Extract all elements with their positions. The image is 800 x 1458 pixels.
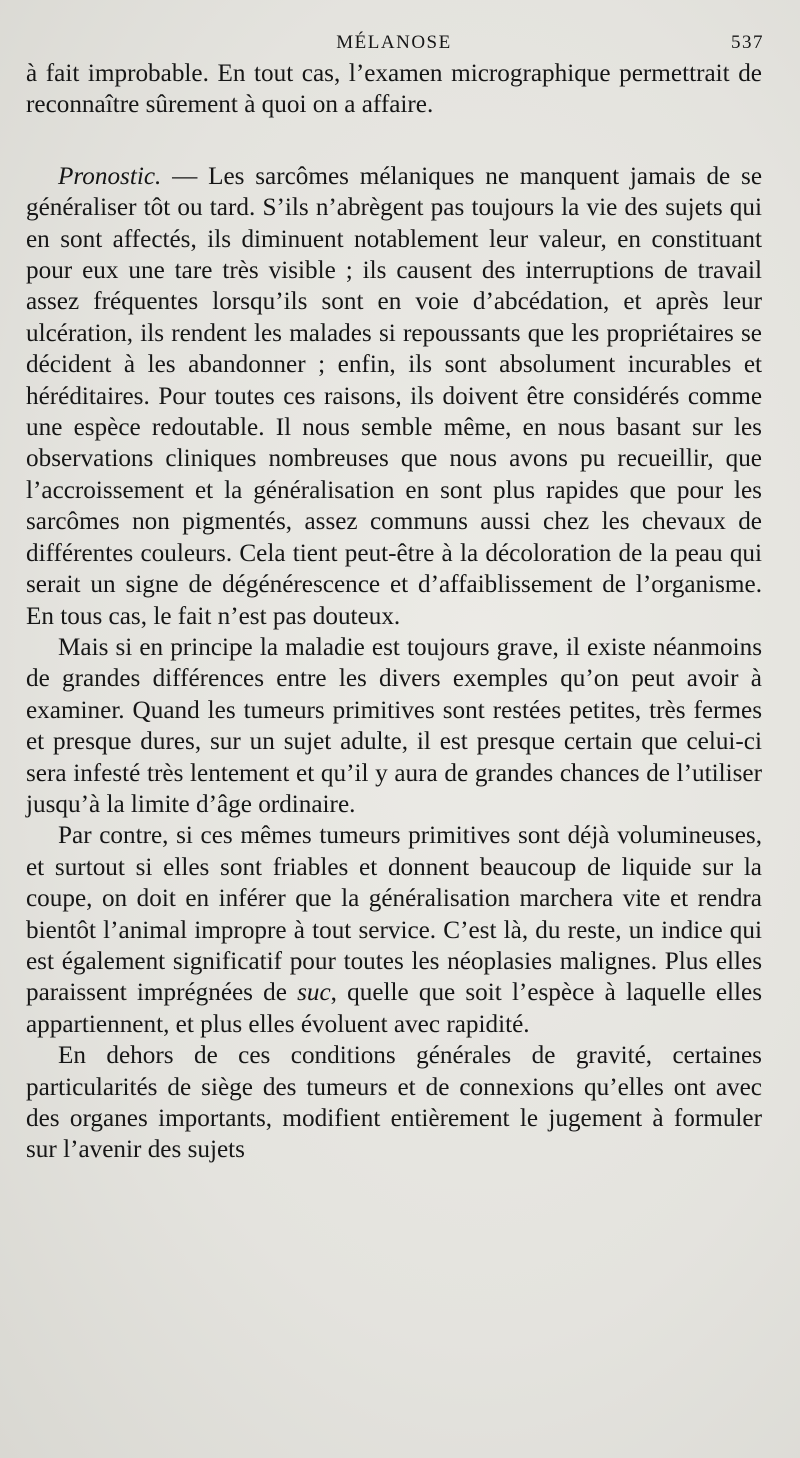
paragraph-continuation: à fait improbable. En tout cas, l’examen micrographique permettrait de reconnaître sûrement à quoi on a affaire. xyxy=(26,60,762,119)
paragraph-par-contre-text-before: Par contre, si ces mêmes tumeurs primitives sont déjà volumineuses, et surtout si elles sont friables et donnent beaucoup de liquide sur la coupe, on doit en inférer que la généralisation marchera vite et rendra bientôt l’animal impropre à tout service. C’est là, du reste, un indice qui est également significatif pour toutes les néoplasies malignes. Plus elles paraissent imprégnées de xyxy=(26,822,762,1007)
section-label-pronostic: Pronostic. xyxy=(58,162,162,190)
paragraph-pronostic xyxy=(26,161,762,632)
paragraph-par-contre-text-after: , quelle que soit l’espèce à laquelle elles appartiennent, et plus elles évoluent avec rapidité. xyxy=(26,979,762,1038)
page-number: 537 xyxy=(731,32,764,53)
emphasis-suc: suc xyxy=(297,979,331,1007)
body-text xyxy=(26,58,762,1166)
page-header xyxy=(26,30,762,60)
section-gap xyxy=(26,121,762,161)
running-title: MÉLANOSE xyxy=(336,32,452,53)
paragraph-pronostic-text: — Les sarcômes mélaniques ne manquent jamais de se généraliser tôt ou tard. S’ils n’abrègent pas toujours la vie des sujets qui en sont affectés, ils diminuent notablement leur valeur, en constituant pour eux une tare très visible ; ils causent des interruptions de travail assez fréquentes lorsqu’ils sont en voie d’abcédation, et après leur ulcération, ils rendent les malades si repoussants que les propriétaires se décident à les abandonner ; enfin, ils sont absolument incurables et héréditaires. Pour toutes ces raisons, ils doivent être considérés comme une espèce redoutable. Il nous semble même, en nous basant sur les observations cliniques nombreuses que nous avons pu recueillir, que l’accroissement et la généralisation en sont plus rapides que pour les sarcômes non pigmentés, assez communs aussi chez les chevaux de différentes couleurs. Cela tient peut-être à la décoloration de la peau qui serait un signe de dégénérescence et d’affaiblissement de l’organisme. En tous cas, le fait n’est pas douteux. xyxy=(26,162,762,630)
paragraph-en-dehors: En dehors de ces conditions générales de gravité, certaines particularités de siège des tumeurs et de connexions qu’elles ont avec des organes importants, modifient entièrement le jugement à formuler sur l’avenir des sujets xyxy=(26,1042,762,1164)
paragraph-par-contre xyxy=(26,820,762,1040)
paragraph-mais-si: Mais si en principe la maladie est toujours grave, il existe néanmoins de grandes différences entre les divers exemples qu’on peut avoir à examiner. Quand les tumeurs primitives sont restées petites, très fermes et presque dures, sur un sujet adulte, il est presque certain que celui-ci sera infesté très lentement et qu’il y aura de grandes chances de l’utiliser jusqu’à la limite d’âge ordinaire. xyxy=(26,633,762,818)
